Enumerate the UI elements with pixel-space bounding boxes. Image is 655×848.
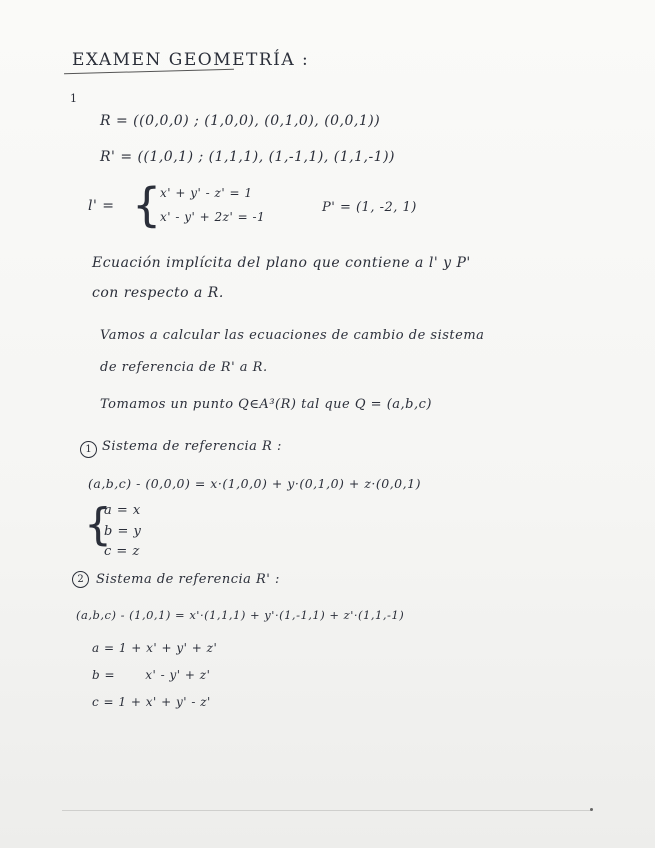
step-2-equation: (a,b,c) - (1,0,1) = x'·(1,1,1) + y'·(1,-1,1) + z'·(1,1,-1) <box>76 608 405 622</box>
step-1-equation: (a,b,c) - (0,0,0) = x·(1,0,0) + y·(0,1,0) + z·(0,0,1) <box>88 476 421 491</box>
step-1-heading: Sistema de referencia R : <box>102 439 282 454</box>
step-1-c: c = z <box>104 544 140 559</box>
step-2-b: b = x' - y' + z' <box>92 668 211 682</box>
point-P-prime: P' = (1, -2, 1) <box>322 200 417 215</box>
step-2-number: 2 <box>72 571 89 588</box>
statement-line-2: con respecto a R. <box>92 285 224 301</box>
text-line-1: Vamos a calcular las ecuaciones de cambio de sistema <box>100 328 485 343</box>
page-corner-mark <box>590 808 593 811</box>
page-title: EXAMEN GEOMETRÍA : <box>72 50 310 70</box>
line-equation-2: x' - y' + 2z' = -1 <box>160 210 266 224</box>
step-2-c: c = 1 + x' + y' - z' <box>92 695 211 709</box>
step-2-a: a = 1 + x' + y' + z' <box>92 641 218 655</box>
statement-line-1: Ecuación implícita del plano que contiene a l' y P' <box>92 255 471 271</box>
step-1-b: b = y <box>104 524 142 539</box>
problem-number: 1 <box>70 92 78 105</box>
step-1-a: a = x <box>104 503 141 518</box>
step-2-heading: Sistema de referencia R' : <box>96 572 280 587</box>
reference-system-R-prime: R' = ((1,0,1) ; (1,1,1), (1,-1,1), (1,1,-1)) <box>100 149 396 165</box>
page-bottom-edge <box>62 810 592 811</box>
line-equation-1: x' + y' - z' = 1 <box>160 186 253 200</box>
line-l-prime-label: l' = <box>88 198 115 214</box>
reference-system-R: R = ((0,0,0) ; (1,0,0), (0,1,0), (0,0,1)) <box>100 113 381 129</box>
step-1-number: 1 <box>80 441 97 458</box>
text-line-3: Tomamos un punto Q∈A³(R) tal que Q = (a,b,c) <box>100 397 432 412</box>
text-line-2: de referencia de R' a R. <box>100 360 268 375</box>
step-1-brace: { <box>84 499 112 550</box>
system-brace: { <box>132 178 162 232</box>
